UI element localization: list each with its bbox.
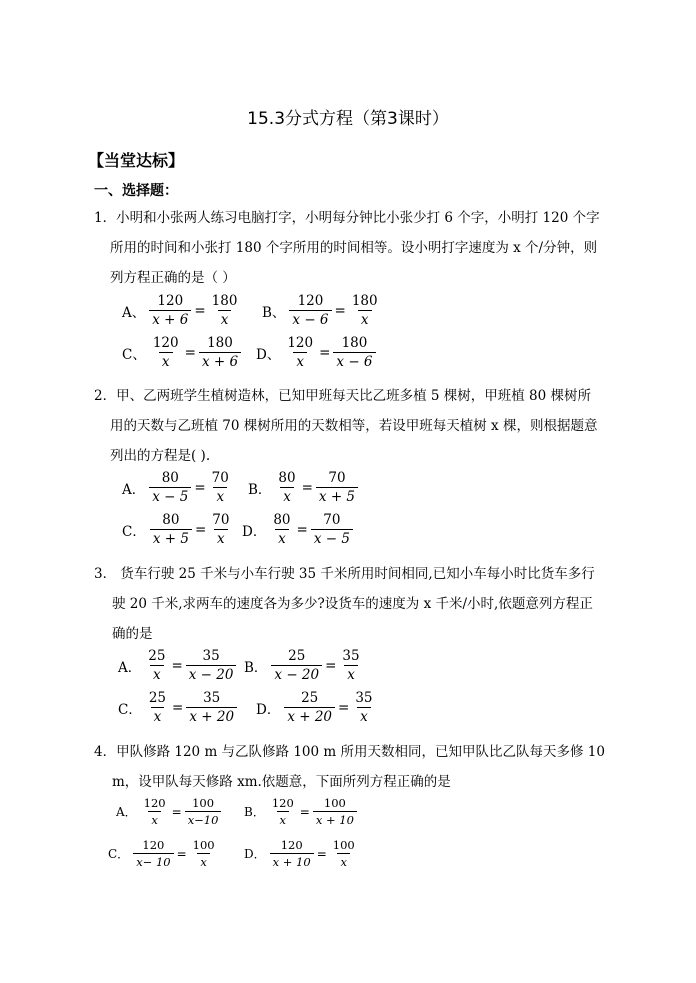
fraction-left: $\frac{120}{x}$ — [152, 335, 179, 370]
question-2-option-a[interactable] — [122, 470, 232, 505]
fraction-right: $\frac{70}{x - 5}$ — [311, 512, 353, 547]
page-title: 15.3分式方程（第3课时） — [247, 109, 449, 129]
question-3-line-1: 3． 货车行驶 25 千米与小车行驶 35 千米所用时间相同,已知小车每小时比货车多行 — [94, 566, 595, 582]
question-4-line-2: m，设甲队每天修路 xm.依题意，下面所列方程正确的是 — [112, 774, 451, 790]
equals-sign: = — [184, 344, 196, 361]
option-letter: D、 — [256, 346, 281, 363]
fraction-right: $\frac{100}{x-10}$ — [185, 796, 222, 827]
fraction-left: $\frac{120}{x + 6}$ — [149, 293, 191, 328]
option-letter: C． — [118, 701, 142, 718]
option-letter: C． — [108, 847, 130, 861]
question-1-line-1: 1．小明和小张两人练习电脑打字，小明每分钟比小张少打 6 个字，小明打 120 个字 — [94, 210, 600, 226]
equals-sign: = — [172, 699, 184, 716]
equals-sign: = — [334, 302, 346, 319]
question-3-option-a[interactable] — [118, 648, 236, 683]
fraction-right: $\frac{180}{x + 6}$ — [199, 335, 241, 370]
question-1-option-c[interactable] — [122, 335, 241, 370]
fraction-left: $\frac{120}{x}$ — [287, 335, 314, 370]
question-1-option-b[interactable] — [262, 293, 381, 328]
equals-sign: = — [194, 302, 206, 319]
question-3-option-d[interactable] — [256, 690, 376, 725]
fraction-left: $\frac{120}{x + 10}$ — [270, 838, 314, 869]
option-letter: A． — [122, 481, 146, 498]
option-letter: B． — [244, 805, 265, 819]
fraction-right: $\frac{100}{x}$ — [192, 838, 215, 869]
question-4-line-1: 4．甲队修路 120 m 与乙队修路 100 m 所用天数相同，已知甲队比乙队每天多修 10 — [94, 744, 605, 760]
fraction-left: $\frac{80}{x - 5}$ — [149, 470, 191, 505]
question-4-option-c[interactable] — [108, 838, 218, 869]
equals-sign: = — [338, 699, 350, 716]
fraction-right: $\frac{180}{x}$ — [211, 293, 238, 328]
option-letter: D． — [244, 847, 266, 861]
option-letter: A、 — [122, 304, 146, 321]
option-letter: D． — [256, 701, 281, 718]
question-2-option-c[interactable] — [122, 512, 232, 547]
fraction-right: $\frac{70}{x}$ — [212, 512, 230, 547]
subsection-heading: 一、选择题： — [94, 183, 178, 199]
equals-sign: = — [176, 846, 187, 861]
question-1-line-3: 列方程正确的是（ ） — [110, 270, 236, 286]
option-letter: B、 — [262, 304, 286, 321]
fraction-right: $\frac{70}{x}$ — [211, 470, 229, 505]
fraction-left: $\frac{120}{x- 10}$ — [133, 838, 173, 869]
fraction-right: $\frac{70}{x + 5}$ — [316, 470, 358, 505]
question-4-option-b[interactable] — [244, 796, 357, 827]
option-letter: C、 — [122, 346, 146, 363]
fraction-right: $\frac{35}{x + 20}$ — [186, 690, 237, 725]
section-heading: 【当堂达标】 — [88, 151, 185, 170]
equals-sign: = — [325, 657, 337, 674]
equals-sign: = — [171, 657, 183, 674]
equals-sign: = — [299, 804, 310, 819]
fraction-left: $\frac{25}{x}$ — [148, 690, 167, 725]
fraction-right: $\frac{180}{x - 6}$ — [333, 335, 375, 370]
fraction-left: $\frac{25}{x + 20}$ — [284, 690, 335, 725]
fraction-left: $\frac{80}{x + 5}$ — [150, 512, 192, 547]
question-2-line-1: 2．甲、乙两班学生植树造林，已知甲班每天比乙班多植 5 棵树，甲班植 80 棵树所 — [94, 388, 592, 404]
question-2-line-2: 用的天数与乙班植 70 棵树所用的天数相等，若设甲班每天植树 x 棵，则根据题意 — [110, 418, 598, 434]
fraction-left: $\frac{120}{x}$ — [143, 796, 166, 827]
fraction-right: $\frac{100}{x + 10}$ — [313, 796, 357, 827]
option-letter: A． — [116, 805, 137, 819]
fraction-right: $\frac{100}{x}$ — [332, 838, 355, 869]
fraction-left: $\frac{25}{x}$ — [148, 648, 166, 683]
fraction-left: $\frac{120}{x}$ — [271, 796, 294, 827]
question-1-option-d[interactable] — [256, 335, 376, 370]
fraction-left: $\frac{80}{x}$ — [273, 512, 291, 547]
fraction-left: $\frac{80}{x}$ — [278, 470, 296, 505]
question-2-line-3: 列出的方程是( ). — [110, 448, 211, 464]
fraction-right: $\frac{35}{x - 20}$ — [186, 648, 237, 683]
question-2-option-b[interactable] — [248, 470, 358, 505]
question-3-option-b[interactable] — [244, 648, 363, 683]
equals-sign: = — [194, 521, 207, 538]
option-letter: A． — [118, 659, 142, 676]
equals-sign: = — [301, 479, 313, 496]
fraction-right: $\frac{35}{x}$ — [342, 648, 360, 683]
fraction-right: $\frac{180}{x}$ — [351, 293, 378, 328]
option-letter: B． — [248, 481, 272, 498]
question-1-option-a[interactable] — [122, 293, 240, 328]
question-4-option-a[interactable] — [116, 796, 221, 827]
equals-sign: = — [296, 521, 308, 538]
equals-sign: = — [194, 479, 206, 496]
question-2-option-d[interactable] — [242, 512, 353, 547]
question-4-option-d[interactable] — [244, 838, 358, 869]
question-3-line-2: 驶 20 千米,求两车的速度各为多少?设货车的速度为 x 千米/小时,依题意列方程正 — [112, 596, 593, 612]
fraction-left: $\frac{120}{x - 6}$ — [289, 293, 331, 328]
fraction-right: $\frac{35}{x}$ — [355, 690, 373, 725]
option-letter: C． — [122, 523, 146, 540]
question-3-option-c[interactable] — [118, 690, 237, 725]
question-3-line-3: 确的是 — [112, 626, 153, 642]
option-letter: B． — [244, 659, 268, 676]
equals-sign: = — [319, 344, 331, 361]
equals-sign: = — [316, 846, 327, 861]
option-letter: D． — [242, 523, 267, 540]
fraction-left: $\frac{25}{x - 20}$ — [271, 648, 322, 683]
question-1-line-2: 所用的时间和小张打 180 个字所用的时间相等。设小明打字速度为 x 个/分钟，则 — [110, 240, 598, 256]
equals-sign: = — [171, 804, 182, 819]
